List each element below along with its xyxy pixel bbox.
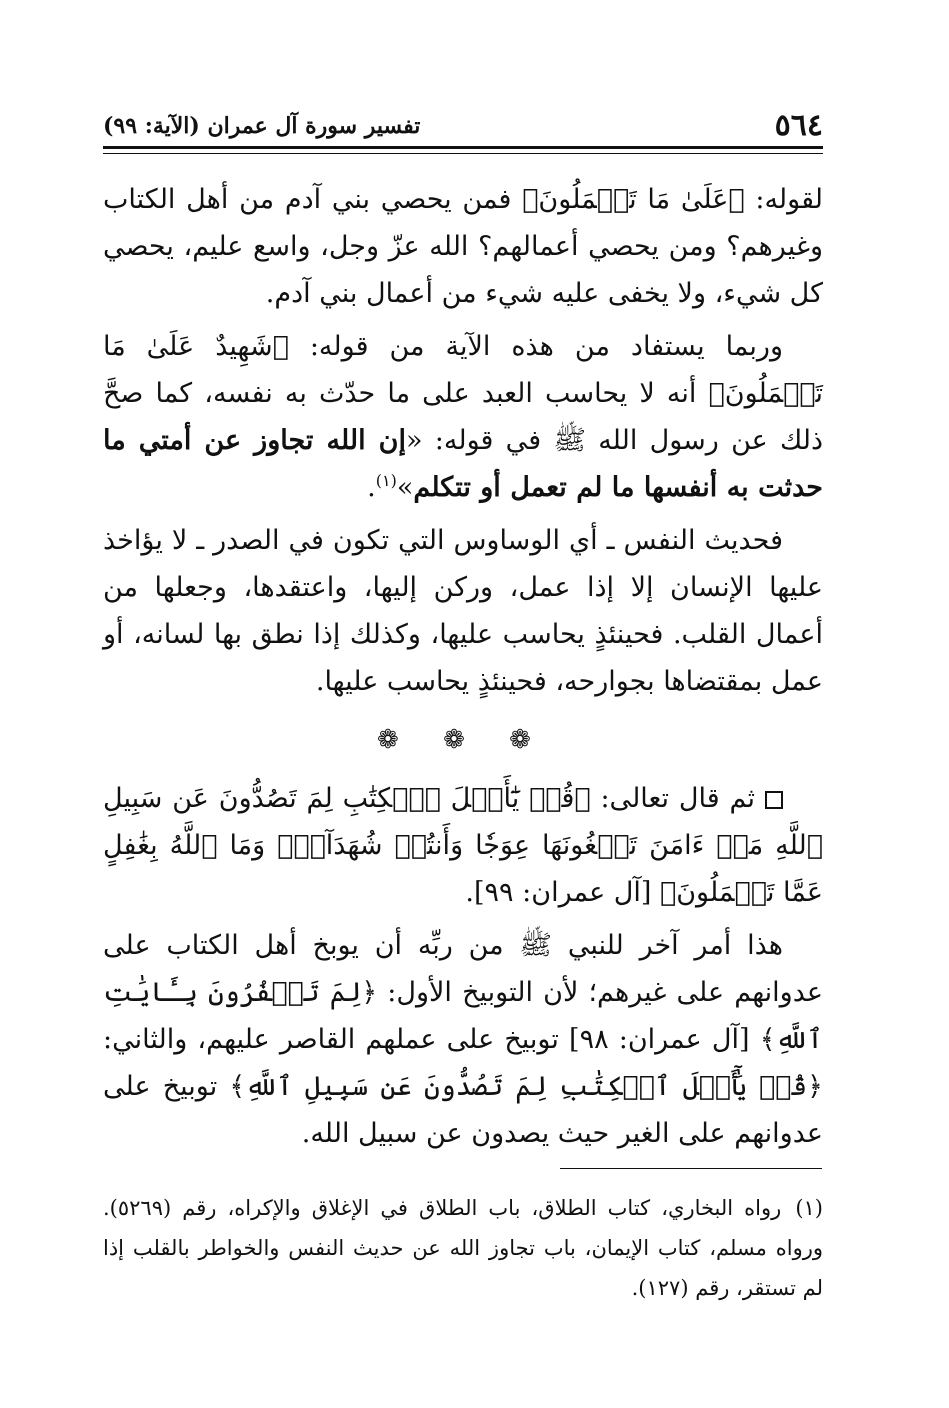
p3-text: فحديث النفس ـ أي الوساوس التي تكون في الصدر ـ لا يؤاخذ عليها الإنسان إلا إذا عمل، وركن إليها، واعتقدها، وجعلها من أعمال القلب. فحينئذٍ يحاسب عليها، وكذلك إذا نطق بها لسانه، أو عمل بمقتضاها بجوارحه، فحينئذٍ يحاسب عليها. (103, 525, 823, 697)
p5-text-1: هذا أمر آخر للنبي ﷺ من ربِّه أن يوبخ أهل الكتاب على عدوانهم على غيرهم؛ لأن التوبيخ الأول: (103, 930, 823, 1008)
page-header (103, 100, 823, 144)
header-rule-thin (103, 153, 823, 154)
paragraph-3 (103, 517, 823, 705)
main-text (103, 176, 823, 1163)
quran-verse: ﴿عَلَىٰ مَا تَعۡمَلُونَ﴾ (522, 184, 745, 215)
footnote-separator (560, 1168, 822, 1169)
p5-text-3: توبيخ على عدوانهم على الغير حيث يصدون عن سبيل الله. (103, 1071, 823, 1149)
hadith-text: إن الله تجاوز عن أمتي ما حدثت به أنفسها ما لم تعمل أو تتكلم (103, 425, 823, 503)
verse-reference: [آل عمران: ٩٩]. (465, 877, 661, 908)
paragraph-1 (103, 176, 823, 317)
paragraph-5 (103, 922, 823, 1157)
quran-verse: ﴿لِمَ تَكۡفُرُونَ بِـَٔايَٰتِ ٱللَّهِ﴾ (103, 977, 823, 1055)
quran-verse: ﴿قُلۡ يَٰٓأَهۡلَ ٱلۡكِتَٰبِ لِمَ تَصُدُّونَ عَن سَبِيلِ ٱللَّهِ مَنۡ ءَامَنَ تَبۡغُونَهَا عِوَجٗا وَأَنتُمۡ شُهَدَآءُۗ وَمَا ٱللَّهُ بِغَٰفِلٍ عَمَّا تَعۡمَلُونَ﴾ (103, 783, 823, 908)
p5-text-2: [آل عمران: ٩٨] توبيخ على عملهم القاصر عليهم، والثاني: (103, 1024, 760, 1055)
quran-verse: ﴿قُلۡ يَٰٓأَهۡلَ ٱلۡكِتَٰبِ لِمَ تَصُدُّونَ عَن سَبِيلِ ٱللَّهِ﴾ (229, 1071, 823, 1102)
footnote-text: رواه البخاري، كتاب الطلاق، باب الطلاق في الإغلاق والإكراه، رقم (٥٢٦٩). ورواه مسلم، كتاب الإيمان، باب تجاوز الله عن حديث النفس والخواطر بالقلب إذا لم تستقر، رقم (١٢٧). (103, 1196, 823, 1300)
footnote (103, 1188, 823, 1308)
quran-verse: ﴿شَهِيدٌ عَلَىٰ مَا تَعۡمَلُونَ﴾ (103, 331, 823, 409)
p2-end: . (367, 472, 376, 503)
p1-intro: لقوله: (744, 184, 823, 215)
header-rule-thick (103, 146, 823, 149)
p1-text: فمن يحصي بني آدم من أهل الكتاب وغيرهم؟ ومن يحصي أعمالهم؟ الله عزّ وجل، واسع عليم، يحصي كل شيء، ولا يخفى عليه شيء من أعمال بني آدم. (103, 184, 823, 309)
footnote-number: (١) (795, 1196, 823, 1220)
section-separator: ❁ ❁ ❁ (377, 725, 549, 755)
p2-text: أنه لا يحاسب العبد على ما حدّث به نفسه، كما صحَّ ذلك عن رسول الله ﷺ في قوله: « (103, 378, 823, 456)
p2-intro: وربما يستفاد من هذه الآية من قوله: (288, 331, 784, 362)
running-title: تفسير سورة آل عمران (الآية: ٩٩) (103, 113, 421, 139)
p4-intro: ثم قال تعالى: (590, 783, 755, 814)
footnote-reference[interactable]: (١) (375, 471, 397, 490)
page-number: ٥٦٤ (774, 108, 823, 143)
paragraph-4 (103, 775, 823, 916)
paragraph-2 (103, 323, 823, 511)
p2-after-hadith: » (396, 472, 414, 503)
square-bullet-icon (765, 791, 783, 809)
